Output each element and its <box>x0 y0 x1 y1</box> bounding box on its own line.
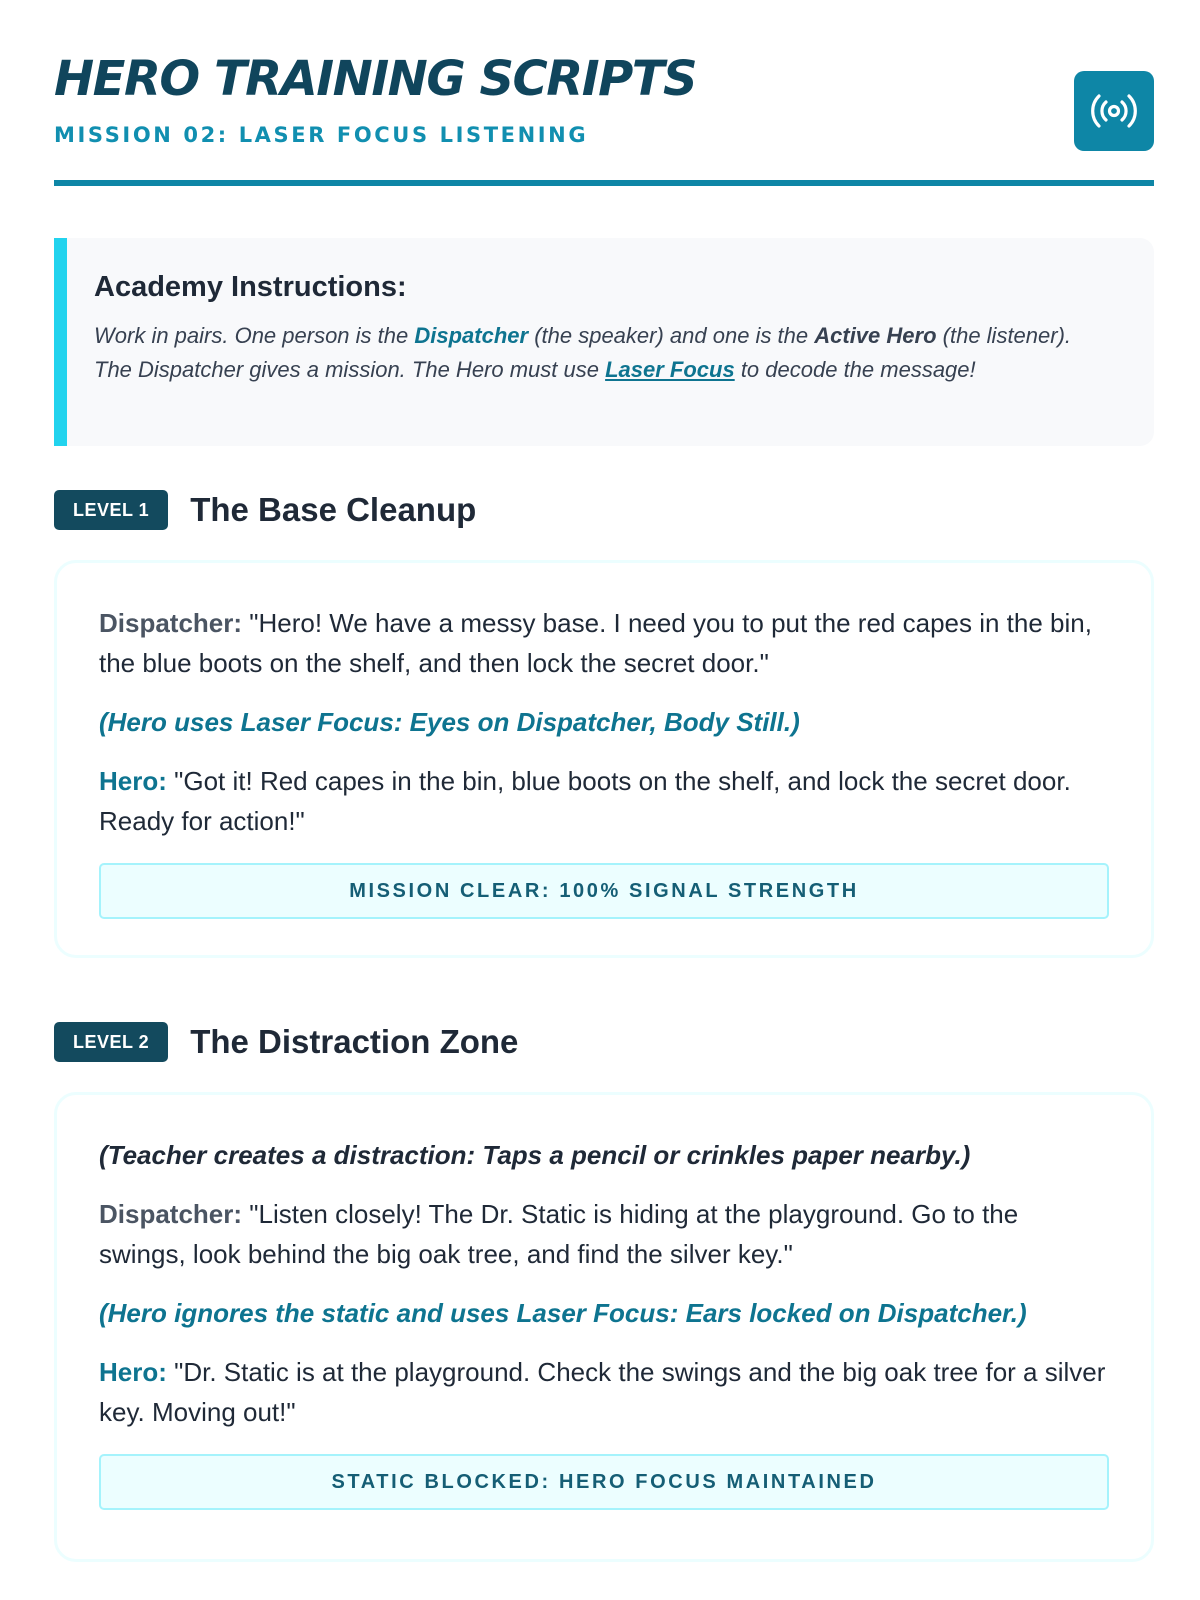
level-1-title: The Base Cleanup <box>190 491 477 528</box>
dispatcher-text: "Listen closely! The Dr. Static is hiding at the playground. Go to the swings, look behind the big oak tree, and find the silver key." <box>99 1199 1019 1269</box>
level-1-heading <box>54 490 476 530</box>
page-subtitle: MISSION 02: LASER FOCUS LISTENING <box>54 123 589 147</box>
keyword-dispatcher: Dispatcher <box>414 323 529 348</box>
hero-line <box>99 761 1109 841</box>
level-1-tag: LEVEL 1 <box>54 490 168 530</box>
hero-text: "Dr. Static is at the playground. Check the swings and the big oak tree for a silver key. Moving out!" <box>99 1357 1106 1427</box>
dispatcher-line <box>99 1194 1109 1274</box>
dispatcher-label: Dispatcher: <box>99 608 243 638</box>
level-1-card <box>54 560 1154 958</box>
status-badge: STATIC BLOCKED: HERO FOCUS MAINTAINED <box>99 1454 1109 1510</box>
dispatcher-text: "Hero! We have a messy base. I need you to put the red capes in the bin, the blue boots on the shelf, and then lock the secret door." <box>99 608 1092 678</box>
instructions-heading: Academy Instructions: <box>94 271 407 303</box>
level-2-heading <box>54 1022 518 1062</box>
page-header <box>54 0 1154 186</box>
distraction-note: (Teacher creates a distraction: Taps a pencil or crinkles paper nearby.) <box>99 1140 971 1170</box>
instructions-text <box>94 319 1114 387</box>
dispatcher-label: Dispatcher: <box>99 1199 243 1229</box>
level-2-title: The Distraction Zone <box>190 1023 519 1060</box>
level-2-card <box>54 1092 1154 1562</box>
hero-label: Hero: <box>99 1357 167 1387</box>
broadcast-signal-icon <box>1074 71 1154 151</box>
status-badge: MISSION CLEAR: 100% SIGNAL STRENGTH <box>99 863 1109 919</box>
instructions-box <box>54 238 1154 446</box>
instructions-text-2: (the speaker) and one is the <box>528 323 815 348</box>
hero-action-note: (Hero ignores the static and uses Laser Focus: Ears locked on Dispatcher.) <box>99 1298 1027 1328</box>
hero-line <box>99 1352 1109 1432</box>
page-title: HERO TRAINING SCRIPTS <box>54 51 697 107</box>
instructions-text-1: Work in pairs. One person is the <box>94 323 415 348</box>
hero-text: "Got it! Red capes in the bin, blue boots on the shelf, and lock the secret door. Ready for action!" <box>99 766 1071 836</box>
worksheet-page <box>54 0 1154 1493</box>
dispatcher-line <box>99 603 1109 683</box>
laser-focus-link[interactable]: Laser Focus <box>605 357 735 382</box>
hero-action-note: (Hero uses Laser Focus: Eyes on Dispatcher, Body Still.) <box>99 707 800 737</box>
hero-label: Hero: <box>99 766 167 796</box>
instructions-text-3: (the listener). The Dispatcher gives a mission. The Hero must use <box>94 323 1072 382</box>
level-2-tag: LEVEL 2 <box>54 1022 168 1062</box>
instructions-text-4: to decode the message! <box>734 357 976 382</box>
keyword-active-hero: Active Hero <box>814 323 937 348</box>
